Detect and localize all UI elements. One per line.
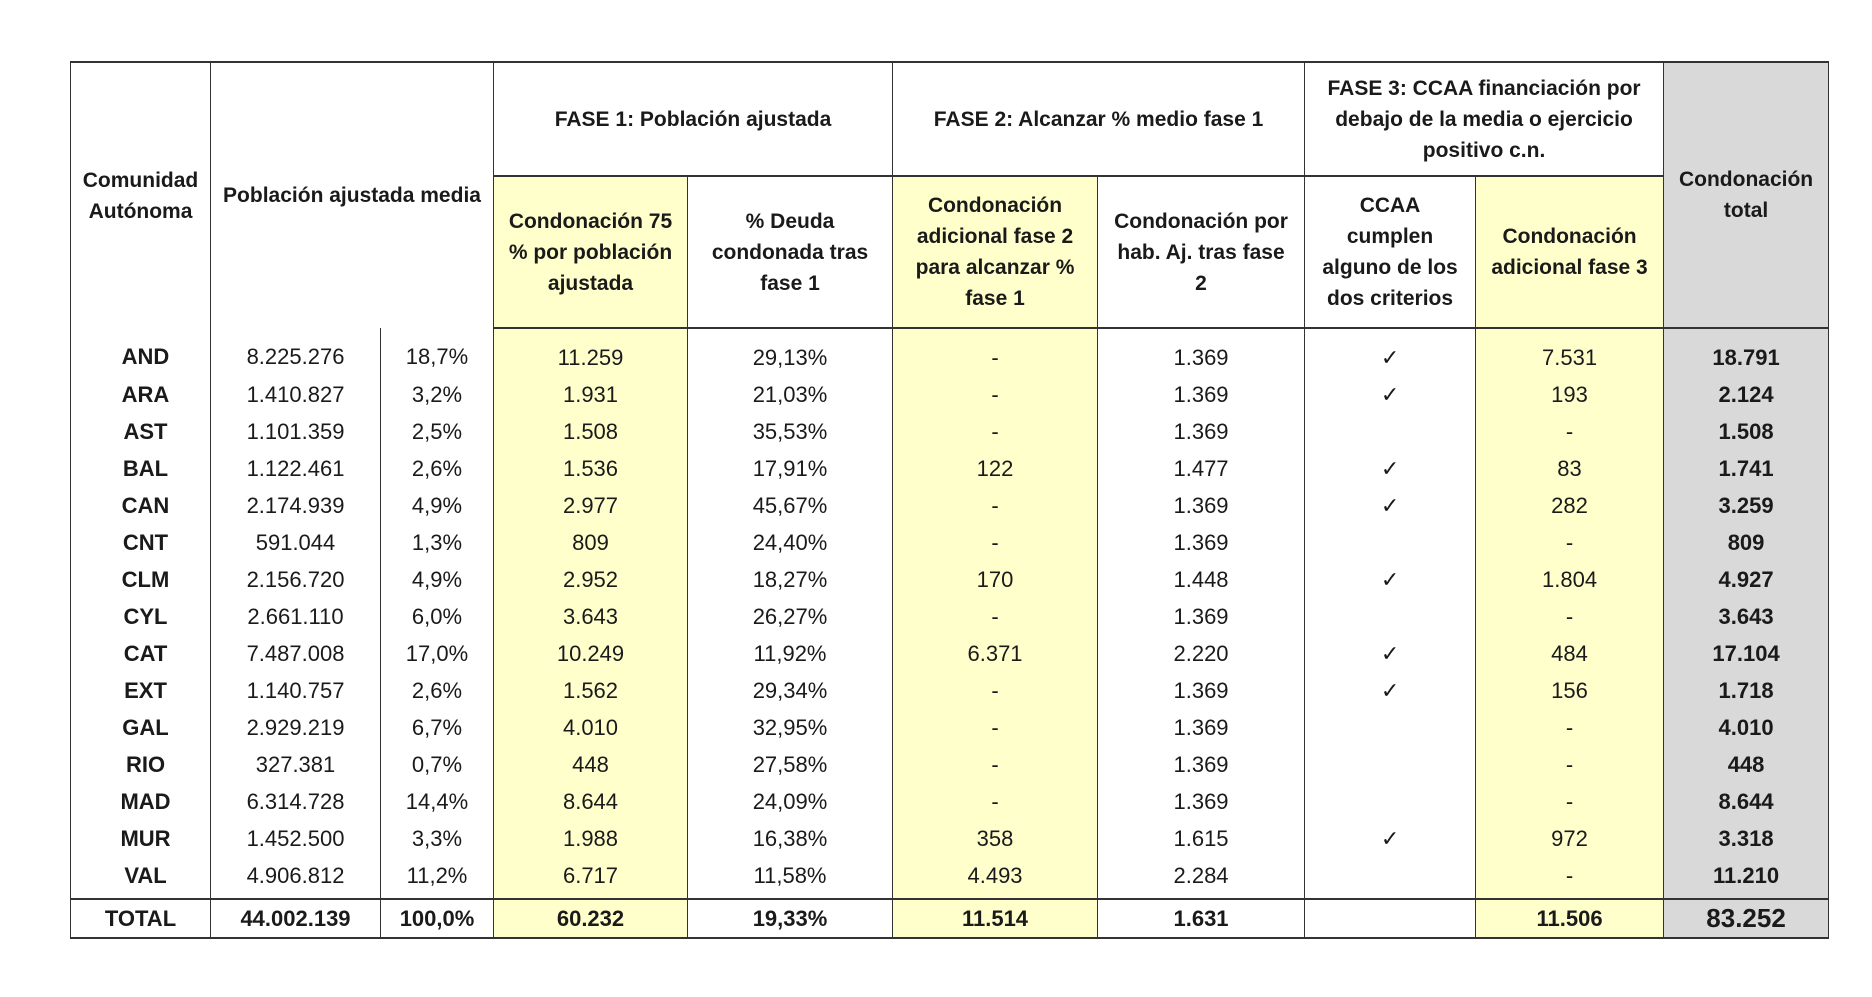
cell-deuda: 11,58% [688,857,893,899]
cell-pop: 8.225.276 [211,328,381,376]
cell-total: 1.508 [1664,413,1829,450]
cell-check: ✓ [1305,376,1476,413]
cell-c75: 1.508 [494,413,688,450]
cell-c75: 1.536 [494,450,688,487]
cell-hab: 1.369 [1098,783,1305,820]
cell-total: 809 [1664,524,1829,561]
cell-check [1305,524,1476,561]
cell-adic3: 282 [1476,487,1664,524]
cell-c75: 1.988 [494,820,688,857]
header-deuda: % Deuda condonada tras fase 1 [688,176,893,328]
total-cell-c75: 60.232 [494,899,688,938]
cell-deuda: 32,95% [688,709,893,746]
cell-check [1305,413,1476,450]
cell-adic3: 7.531 [1476,328,1664,376]
cell-pop: 2.661.110 [211,598,381,635]
header-total: Condonación total [1664,62,1829,328]
cell-check: ✓ [1305,635,1476,672]
table-row [71,783,1829,820]
cell-adic2: 4.493 [893,857,1098,899]
cell-pop: 1.101.359 [211,413,381,450]
cell-hab: 1.369 [1098,328,1305,376]
cell-adic2: - [893,524,1098,561]
cell-deuda: 24,40% [688,524,893,561]
total-cell-pct: 100,0% [381,899,494,938]
cell-ccaa: AST [71,413,211,450]
table-body [71,328,1829,938]
cell-pop: 4.906.812 [211,857,381,899]
cell-adic2: 170 [893,561,1098,598]
total-cell-pop: 44.002.139 [211,899,381,938]
cell-pct: 14,4% [381,783,494,820]
cell-deuda: 18,27% [688,561,893,598]
cell-pct: 3,2% [381,376,494,413]
cell-deuda: 35,53% [688,413,893,450]
cell-adic3: - [1476,709,1664,746]
cell-pop: 2.929.219 [211,709,381,746]
cell-deuda: 17,91% [688,450,893,487]
cell-pop: 2.156.720 [211,561,381,598]
cell-pct: 18,7% [381,328,494,376]
cell-adic2: - [893,413,1098,450]
table-row [71,328,1829,376]
cell-total: 2.124 [1664,376,1829,413]
cell-pct: 2,5% [381,413,494,450]
cell-pop: 2.174.939 [211,487,381,524]
cell-pct: 6,7% [381,709,494,746]
cell-check [1305,857,1476,899]
totals-row [71,899,1829,938]
cell-total: 3.643 [1664,598,1829,635]
cell-check: ✓ [1305,487,1476,524]
cell-pct: 4,9% [381,487,494,524]
cell-hab: 1.369 [1098,598,1305,635]
header-cond75: Condonación 75 % por población ajustada [494,176,688,328]
cell-ccaa: GAL [71,709,211,746]
table-row [71,672,1829,709]
cell-c75: 2.952 [494,561,688,598]
cell-ccaa: AND [71,328,211,376]
cell-pct: 4,9% [381,561,494,598]
cell-pct: 0,7% [381,746,494,783]
cell-adic3: 156 [1476,672,1664,709]
cell-ccaa: CNT [71,524,211,561]
header-fase1: FASE 1: Población ajustada [494,62,893,176]
cell-pop: 6.314.728 [211,783,381,820]
cell-c75: 10.249 [494,635,688,672]
cell-adic3: - [1476,598,1664,635]
cell-pct: 2,6% [381,450,494,487]
table-row [71,376,1829,413]
cell-hab: 1.369 [1098,672,1305,709]
cell-check: ✓ [1305,328,1476,376]
table-row [71,709,1829,746]
cell-ccaa: RIO [71,746,211,783]
cell-c75: 809 [494,524,688,561]
cell-hab: 2.220 [1098,635,1305,672]
cell-deuda: 24,09% [688,783,893,820]
cell-total: 448 [1664,746,1829,783]
cell-c75: 1.562 [494,672,688,709]
cell-total: 1.718 [1664,672,1829,709]
cell-ccaa: CAN [71,487,211,524]
header-population: Población ajustada media [211,62,494,328]
cell-adic3: - [1476,413,1664,450]
cell-deuda: 21,03% [688,376,893,413]
cell-check [1305,598,1476,635]
cell-deuda: 29,13% [688,328,893,376]
cell-adic2: 6.371 [893,635,1098,672]
cell-total: 1.741 [1664,450,1829,487]
cell-total: 18.791 [1664,328,1829,376]
header-cumplen: CCAA cumplen alguno de los dos criterios [1305,176,1476,328]
total-cell-adic3: 11.506 [1476,899,1664,938]
cell-ccaa: EXT [71,672,211,709]
cell-deuda: 45,67% [688,487,893,524]
cell-hab: 1.369 [1098,524,1305,561]
cell-adic3: 193 [1476,376,1664,413]
cell-deuda: 29,34% [688,672,893,709]
cell-pop: 591.044 [211,524,381,561]
cell-deuda: 11,92% [688,635,893,672]
cell-adic3: 1.804 [1476,561,1664,598]
header-region: Comunidad Autónoma [71,62,211,328]
cell-pct: 3,3% [381,820,494,857]
cell-check [1305,783,1476,820]
cell-hab: 1.369 [1098,487,1305,524]
cell-deuda: 26,27% [688,598,893,635]
cell-check: ✓ [1305,450,1476,487]
cell-pop: 327.381 [211,746,381,783]
cell-adic3: 484 [1476,635,1664,672]
cell-pct: 17,0% [381,635,494,672]
cell-deuda: 16,38% [688,820,893,857]
cell-adic3: 83 [1476,450,1664,487]
cell-check: ✓ [1305,561,1476,598]
total-cell-adic2: 11.514 [893,899,1098,938]
cell-adic3: - [1476,746,1664,783]
cell-c75: 448 [494,746,688,783]
cell-adic2: - [893,672,1098,709]
cell-c75: 11.259 [494,328,688,376]
cell-total: 3.318 [1664,820,1829,857]
cell-ccaa: CAT [71,635,211,672]
cell-ccaa: BAL [71,450,211,487]
cell-adic2: - [893,746,1098,783]
table-row [71,820,1829,857]
cell-adic2: 122 [893,450,1098,487]
cell-ccaa: MUR [71,820,211,857]
header-fase2: FASE 2: Alcanzar % medio fase 1 [893,62,1305,176]
total-cell-check [1305,899,1476,938]
cell-total: 4.010 [1664,709,1829,746]
cell-check [1305,709,1476,746]
cell-ccaa: CYL [71,598,211,635]
condonacion-table [70,61,1829,939]
cell-adic3: 972 [1476,820,1664,857]
cell-hab: 1.477 [1098,450,1305,487]
cell-total: 8.644 [1664,783,1829,820]
cell-ccaa: ARA [71,376,211,413]
cell-hab: 1.615 [1098,820,1305,857]
total-cell-total: 83.252 [1664,899,1829,938]
cell-ccaa: MAD [71,783,211,820]
cell-total: 17.104 [1664,635,1829,672]
cell-total: 3.259 [1664,487,1829,524]
cell-check: ✓ [1305,820,1476,857]
table-row [71,450,1829,487]
cell-c75: 4.010 [494,709,688,746]
cell-adic3: - [1476,783,1664,820]
cell-adic2: - [893,783,1098,820]
table-row [71,857,1829,899]
table-row [71,746,1829,783]
cell-hab: 2.284 [1098,857,1305,899]
cell-hab: 1.369 [1098,746,1305,783]
table-row [71,524,1829,561]
cell-hab: 1.369 [1098,709,1305,746]
header-adic2: Condonación adicional fase 2 para alcanzar % fase 1 [893,176,1098,328]
cell-c75: 8.644 [494,783,688,820]
cell-pct: 2,6% [381,672,494,709]
cell-adic2: - [893,709,1098,746]
cell-adic2: - [893,487,1098,524]
cell-c75: 3.643 [494,598,688,635]
cell-deuda: 27,58% [688,746,893,783]
header-fase3: FASE 3: CCAA financiación por debajo de la media o ejercicio positivo c.n. [1305,62,1664,176]
cell-pop: 1.410.827 [211,376,381,413]
cell-c75: 6.717 [494,857,688,899]
cell-adic2: - [893,376,1098,413]
cell-check: ✓ [1305,672,1476,709]
cell-c75: 2.977 [494,487,688,524]
cell-adic2: 358 [893,820,1098,857]
cell-c75: 1.931 [494,376,688,413]
cell-hab: 1.448 [1098,561,1305,598]
cell-pct: 6,0% [381,598,494,635]
total-cell-ccaa: TOTAL [71,899,211,938]
cell-adic2: - [893,598,1098,635]
cell-pop: 1.140.757 [211,672,381,709]
cell-adic3: - [1476,857,1664,899]
cell-check [1305,746,1476,783]
cell-pop: 1.122.461 [211,450,381,487]
cell-total: 4.927 [1664,561,1829,598]
cell-ccaa: CLM [71,561,211,598]
cell-total: 11.210 [1664,857,1829,899]
table-row [71,635,1829,672]
cell-hab: 1.369 [1098,413,1305,450]
cell-adic3: - [1476,524,1664,561]
cell-pct: 1,3% [381,524,494,561]
table-row [71,598,1829,635]
cell-pop: 7.487.008 [211,635,381,672]
cell-pop: 1.452.500 [211,820,381,857]
total-cell-deuda: 19,33% [688,899,893,938]
table-row [71,487,1829,524]
header-porhab: Condonación por hab. Aj. tras fase 2 [1098,176,1305,328]
cell-hab: 1.369 [1098,376,1305,413]
total-cell-hab: 1.631 [1098,899,1305,938]
cell-pct: 11,2% [381,857,494,899]
header-adic3: Condonación adicional fase 3 [1476,176,1664,328]
table-row [71,413,1829,450]
cell-adic2: - [893,328,1098,376]
cell-ccaa: VAL [71,857,211,899]
table-row [71,561,1829,598]
